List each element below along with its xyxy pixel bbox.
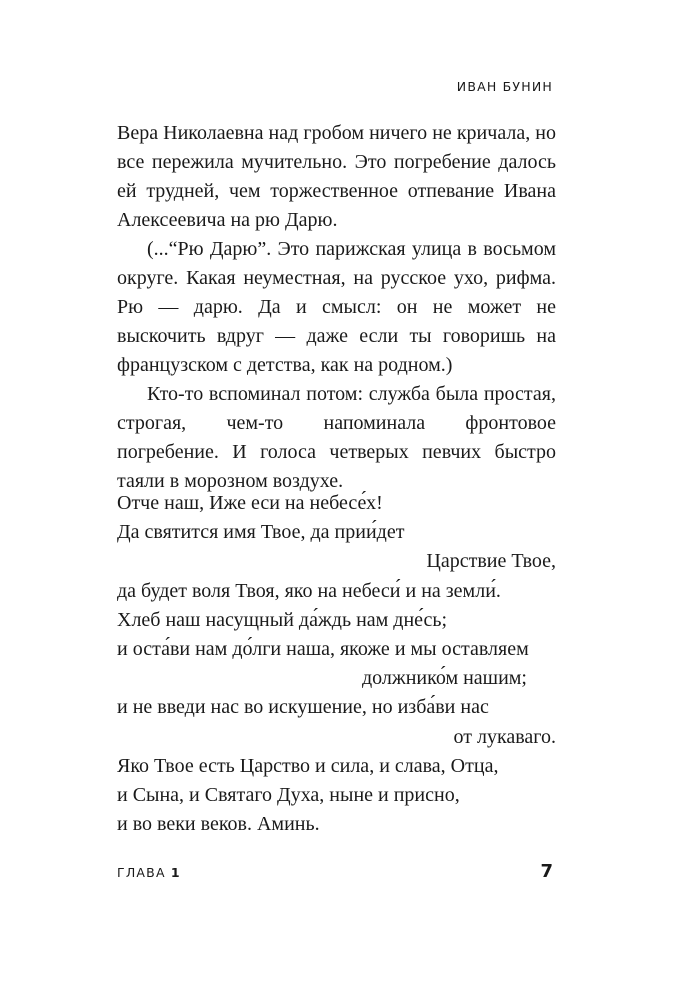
verse-line: Царствие Твое, — [426, 550, 556, 573]
verse-line: и во веки веков. Аминь. — [117, 813, 320, 836]
verse-line: Хлеб наш насущный да́ждь нам дне́сь; — [117, 608, 448, 631]
footer-chapter — [117, 865, 180, 881]
prayer-verse — [117, 489, 556, 839]
paragraph: (...“Рю Дарю”. Это парижская улица в восьмом округе. Какая неуместная, на русское ухо, рифма. Рю — дарю. Да и смысл: он не может не выскочить вдруг — даже если ты говоришь на французском с детства, как на родном.) — [117, 238, 556, 376]
verse-line: Да святится имя Твое, да прии́дет — [117, 521, 405, 544]
verse-line: и Сына, и Святаго Духа, ныне и присно, — [117, 783, 460, 806]
running-head-author: ИВАН БУНИН — [456, 79, 553, 94]
paragraph: Вера Николаевна над гробом ничего не кричала, но все пережила мучительно. Это погребение далось ей трудней, чем торжественное отпевание Ивана Алексеевича на рю Дарю. — [117, 122, 556, 231]
verse-line: и не введи нас во искушение, но изба́ви нас — [117, 696, 489, 719]
chapter-label: ГЛАВА — [117, 865, 166, 880]
verse-line: Отче наш, Иже еси на небесе́х! — [117, 492, 383, 514]
verse-line: от лукаваго. — [453, 725, 556, 748]
chapter-number: 1 — [170, 865, 180, 880]
verse-line: да будет воля Твоя, яко на небеси́ и на земли́. — [117, 579, 501, 602]
verse-line: Яко Твое есть Царство и сила, и слава, Отца, — [117, 754, 499, 777]
body-text — [117, 119, 556, 496]
verse-line: и оста́ви нам до́лги наша, якоже и мы оставляем — [117, 637, 529, 660]
page-number: 7 — [540, 861, 553, 882]
paragraph: Кто-то вспоминал потом: служба была простая, строгая, чем-то напоминала фронтовое погребение. И голоса четверых певчих быстро таяли в морозном воздухе. — [117, 383, 556, 492]
verse-line: должнико́м нашим; — [362, 667, 527, 690]
